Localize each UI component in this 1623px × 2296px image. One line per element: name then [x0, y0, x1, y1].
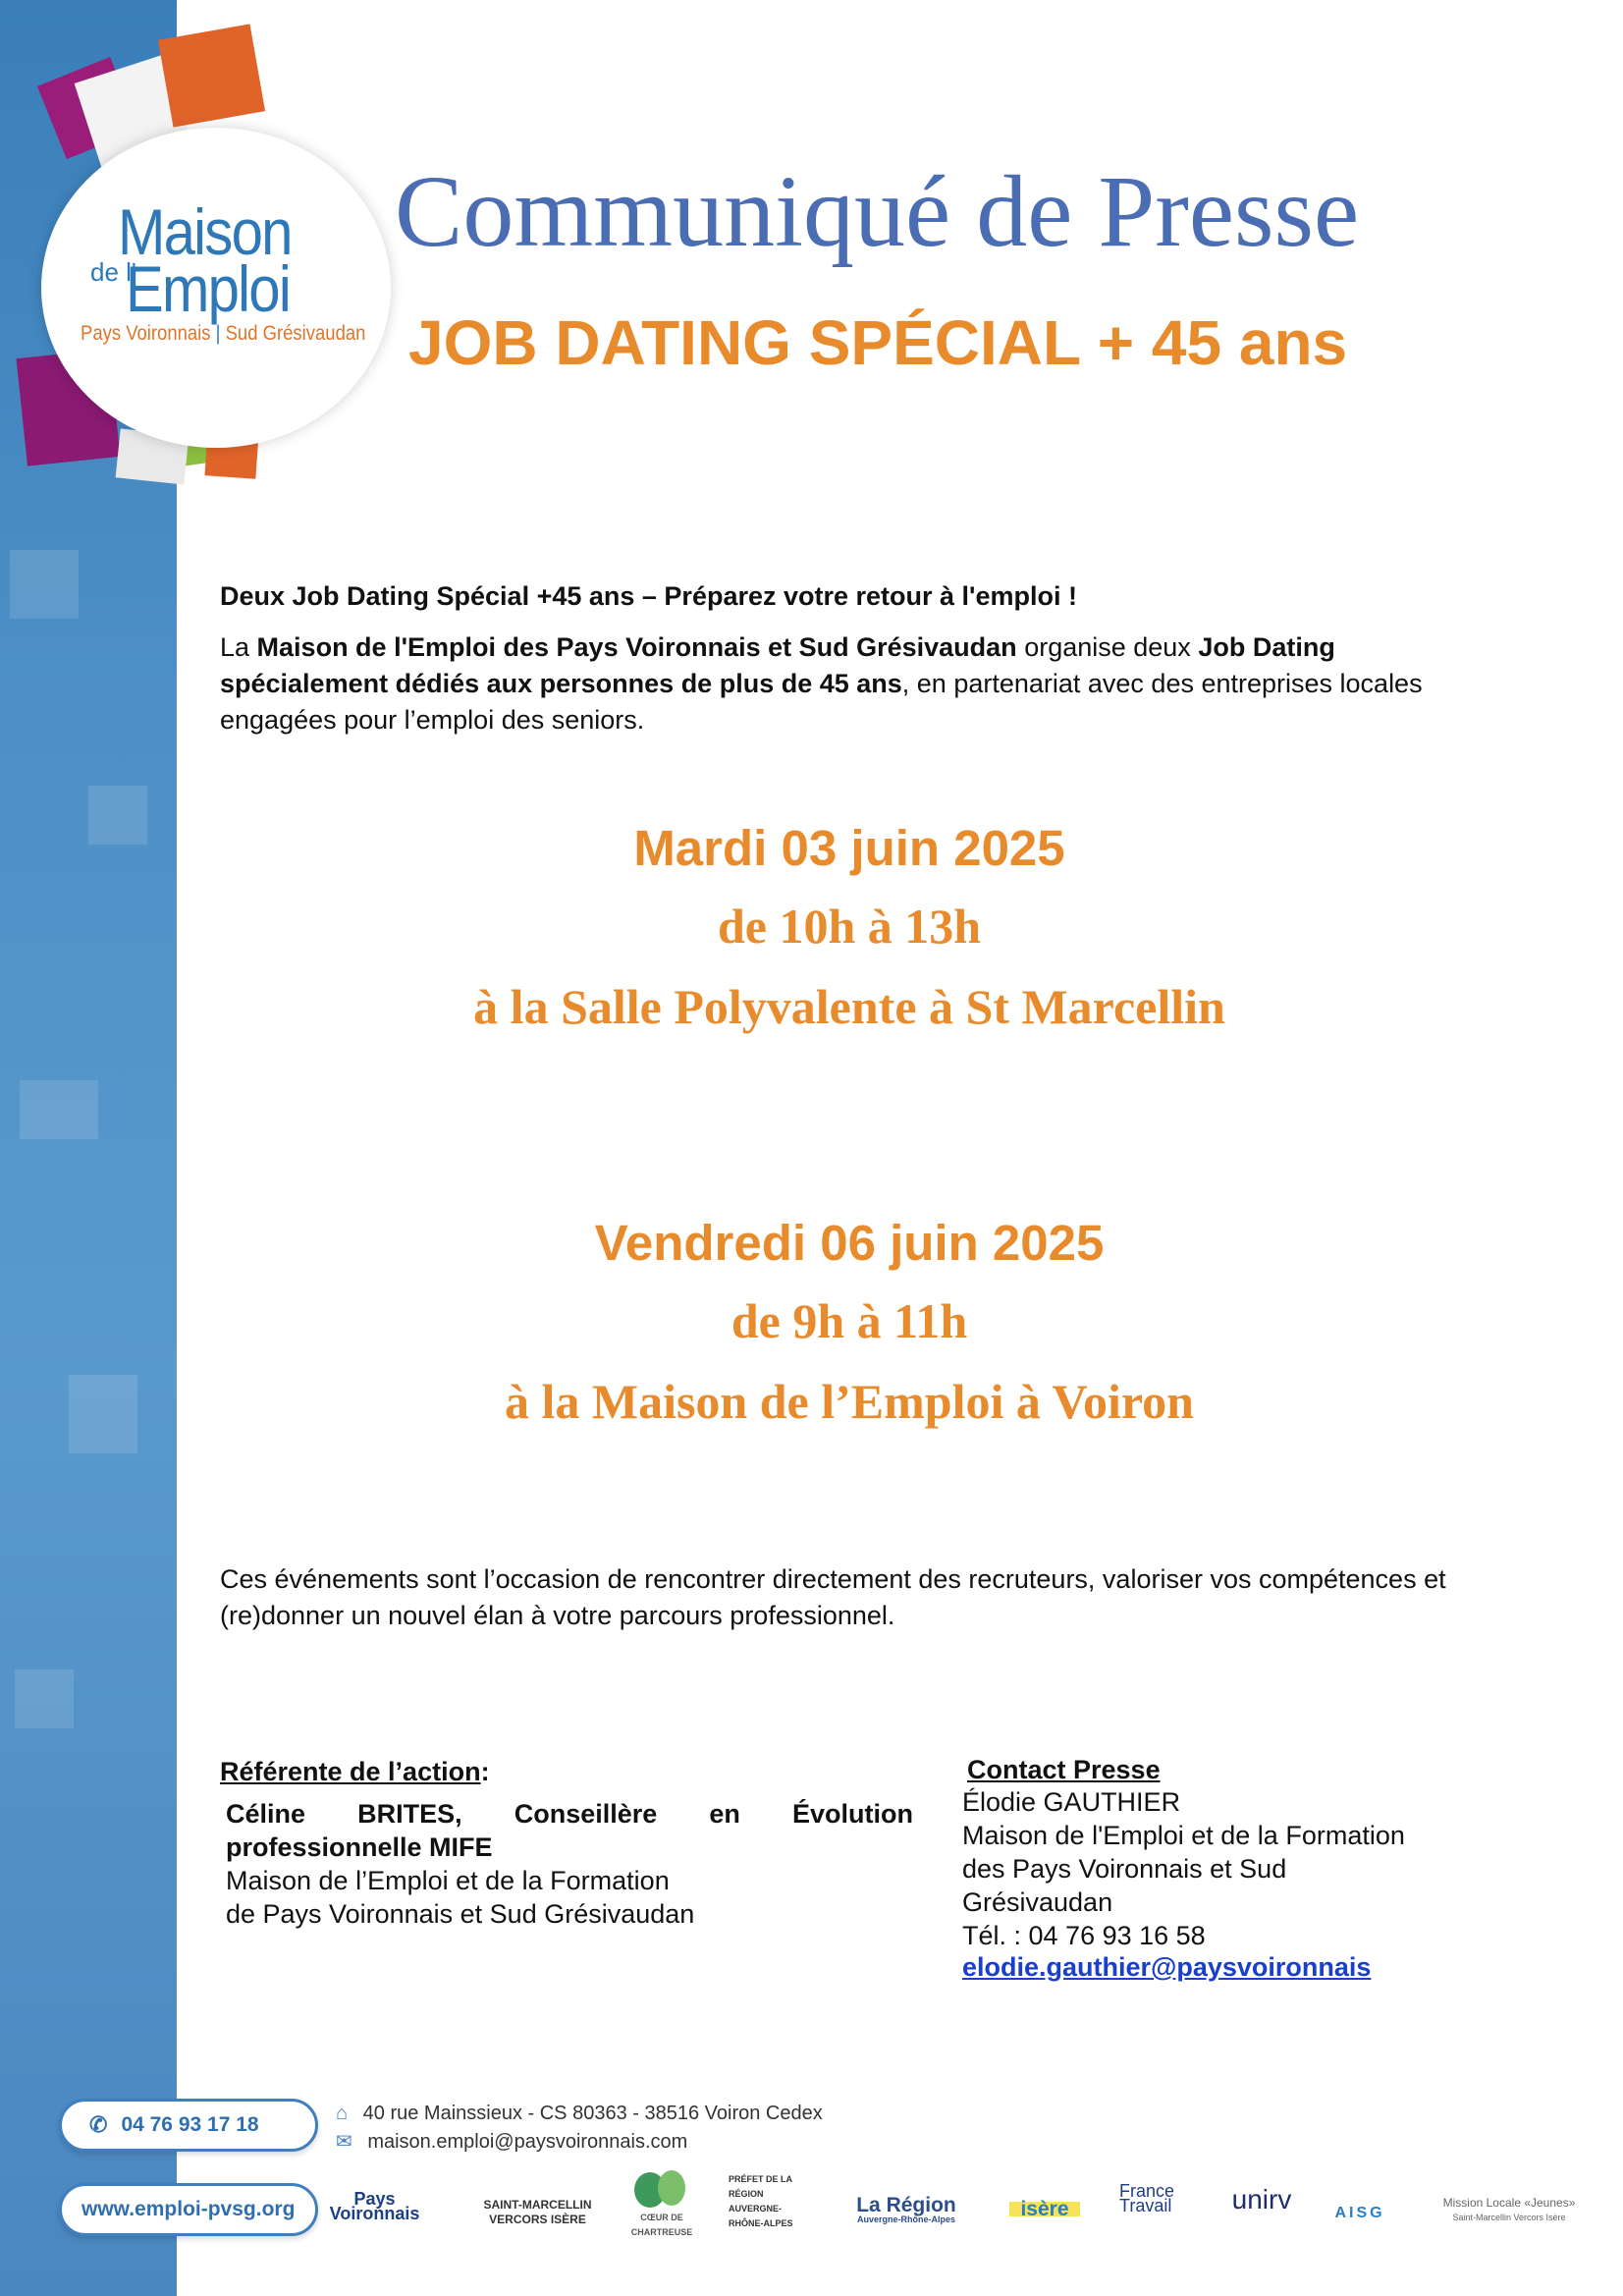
press-phone: Tél. : 04 76 93 16 58 — [962, 1921, 1206, 1950]
referent-name: Céline BRITES, Conseillère en Évolution professionnelle MIFE — [226, 1799, 913, 1862]
partner-logo-pays-voironnais: Pays Voironnais — [329, 2189, 420, 2223]
footer-address-row — [336, 2103, 823, 2125]
leaf-icon — [622, 2168, 701, 2208]
event-2-date: Vendredi 06 juin 2025 — [594, 1215, 1105, 1271]
partner-logo-la-region — [833, 2194, 980, 2227]
partner-logo-saint-marcellin: SAINT-MARCELLIN VERCORS ISÈRE — [483, 2198, 592, 2226]
logo-word-emploi: Emploi — [126, 252, 290, 325]
press-contact-block — [962, 1785, 1473, 1952]
partner-logo-mission-locale — [1435, 2196, 1583, 2225]
event-1-time: de 10h à 13h — [717, 899, 982, 954]
footer-website-pill[interactable] — [59, 2183, 318, 2236]
logo-sub-left: Pays Voironnais — [81, 322, 211, 345]
intro-text-e: , en partenariat avec des entreprises locales engagées pour l’emploi des seniors. — [220, 669, 1423, 735]
press-org-line2: des Pays Voironnais et Sud — [962, 1854, 1287, 1884]
intro-audience: Job Dating spécialement dédiés aux personnes de plus de 45 ans — [220, 632, 1335, 698]
referent-heading-text: Référente de l’action — [220, 1757, 481, 1786]
coeur-chartreuse-label: CŒUR DE CHARTREUSE — [630, 2213, 693, 2237]
event-2-place: à la Maison de l’Emploi à Voiron — [505, 1374, 1194, 1429]
referent-organisation — [226, 1864, 913, 1931]
mail-icon: ✉ — [336, 2131, 352, 2153]
partner-logo-unirv: unirv — [1231, 2184, 1292, 2214]
referent-org-line1: Maison de l’Emploi et de la Formation — [226, 1866, 670, 1895]
press-name: Élodie GAUTHIER — [962, 1787, 1181, 1817]
partner-logo-isere: isère — [1009, 2202, 1080, 2216]
phone-icon: ✆ — [89, 2112, 108, 2137]
logo-sub-right: Sud Grésivaudan — [225, 322, 366, 345]
home-icon: ⌂ — [336, 2103, 349, 2124]
footer-email[interactable]: maison.emploi@paysvoironnais.com — [367, 2131, 688, 2153]
mission-locale-label: Mission Locale «Jeunes» — [1442, 2196, 1576, 2210]
referent-heading-colon: : — [480, 1757, 490, 1786]
referent-heading — [220, 1755, 490, 1788]
partner-logo-france-travail — [1100, 2181, 1208, 2235]
logo-subtitle — [81, 322, 365, 346]
intro-heading: Deux Job Dating Spécial +45 ans – Préparez votre retour à l'emploi ! — [220, 581, 1077, 611]
intro-paragraph — [220, 629, 1457, 738]
logo-word-de: de l' — [90, 257, 136, 287]
intro-org-name: Maison de l'Emploi des Pays Voironnais et Sud Grésivaudan — [256, 632, 1017, 662]
logo-sub-divider: | — [215, 322, 226, 345]
footer-email-row — [336, 2129, 687, 2154]
event-2-time: de 9h à 11h — [730, 1293, 968, 1348]
press-heading: Contact Presse — [967, 1755, 1161, 1784]
partner-logo-prefet: PRÉFET DE LA RÉGION AUVERGNE-RHÔNE-ALPES — [729, 2174, 793, 2228]
france-travail-line1: France — [1119, 2181, 1175, 2201]
event-1-date: Mardi 03 juin 2025 — [633, 820, 1065, 876]
press-org-line1: Maison de l'Emploi et de la Formation — [962, 1821, 1405, 1850]
footer-phone-number: 04 76 93 17 18 — [121, 2113, 259, 2136]
referent-org-line2: de Pays Voironnais et Sud Grésivaudan — [226, 1899, 695, 1929]
logo-word-maison: Maison — [118, 195, 292, 268]
intro-text-a: La — [220, 632, 257, 662]
document-title: Communiqué de Presse — [395, 155, 1360, 268]
footer-website-url: www.emploi-pvsg.org — [81, 2198, 296, 2220]
partner-logo-coeur-chartreuse — [622, 2168, 701, 2237]
document-subtitle: JOB DATING SPÉCIAL + 45 ans — [408, 307, 1348, 378]
event-1-place: à la Salle Polyvalente à St Marcellin — [473, 979, 1225, 1034]
france-travail-line2: Travail — [1119, 2196, 1172, 2215]
press-email-link[interactable]: elodie.gauthier@paysvoironnais — [962, 1952, 1372, 1982]
footer-address: 40 rue Mainssieux - CS 80363 - 38516 Voiron Cedex — [362, 2103, 823, 2124]
intro-text-c: organise deux — [1016, 632, 1199, 662]
footer-phone-pill[interactable] — [59, 2099, 318, 2152]
la-region-label: La Région — [856, 2194, 956, 2216]
logo-square-orange — [158, 24, 265, 127]
la-region-sub: Auvergne-Rhône-Alpes — [856, 2214, 955, 2224]
mission-locale-sub: Saint-Marcellin Vercors Isère — [1452, 2213, 1566, 2222]
press-org-line3: Grésivaudan — [962, 1887, 1113, 1917]
outro-paragraph: Ces événements sont l’occasion de rencontrer directement des recruteurs, valoriser vos compétences et (re)donner un nouvel élan à votre parcours professionnel. — [220, 1564, 1446, 1630]
partner-logo-aisg: AISG — [1334, 2205, 1385, 2221]
